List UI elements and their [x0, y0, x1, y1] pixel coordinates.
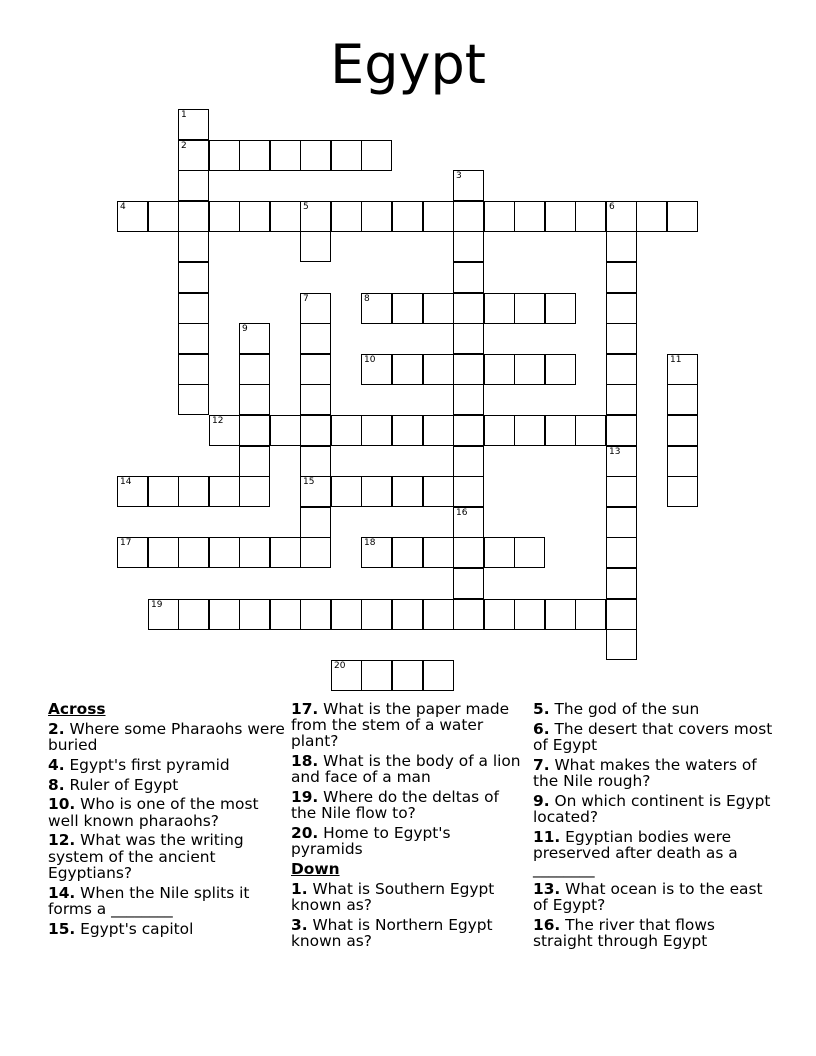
cell-number: 13	[609, 447, 621, 457]
grid-cell[interactable]	[514, 201, 545, 232]
grid-cell[interactable]	[667, 201, 698, 232]
clue-across-14: 14. When the Nile splits it forms a ________	[48, 883, 250, 918]
grid-cell[interactable]	[514, 599, 545, 630]
clue-down-16: 16. The river that flows straight through Egypt	[533, 916, 715, 951]
cell-number: 14	[120, 477, 132, 487]
grid-cell[interactable]	[361, 201, 392, 232]
clue-down-6: 6. The desert that covers most of Egypt	[533, 719, 773, 754]
grid-cell[interactable]	[575, 201, 606, 232]
grid-cell[interactable]	[178, 293, 209, 324]
grid-cell[interactable]	[209, 140, 240, 171]
down-heading: Down	[291, 860, 340, 879]
clue-down-5: 5. The god of the sun	[533, 700, 700, 718]
across-heading: Across	[48, 700, 106, 718]
grid-cell[interactable]	[423, 537, 454, 568]
grid-cell[interactable]	[300, 140, 331, 171]
grid-cell[interactable]	[514, 293, 545, 324]
grid-cell-11[interactable]	[667, 354, 698, 385]
clue-column-2	[291, 701, 521, 953]
cell-number: 2	[181, 141, 187, 151]
clue-across-20: 20. Home to Egypt's pyramids	[291, 824, 451, 859]
grid-cell[interactable]	[392, 354, 423, 385]
grid-cell[interactable]	[239, 599, 270, 630]
grid-cell-1[interactable]	[178, 109, 209, 140]
grid-cell[interactable]	[392, 293, 423, 324]
grid-cell-8[interactable]	[361, 293, 392, 324]
grid-cell[interactable]	[361, 599, 392, 630]
grid-cell[interactable]	[300, 446, 331, 477]
grid-cell[interactable]	[361, 660, 392, 691]
grid-cell[interactable]	[209, 537, 240, 568]
grid-cell[interactable]	[423, 201, 454, 232]
grid-cell-9[interactable]	[239, 323, 270, 354]
grid-cell[interactable]	[606, 476, 637, 507]
grid-cell[interactable]	[392, 415, 423, 446]
grid-cell[interactable]	[148, 201, 179, 232]
cell-number: 20	[334, 661, 346, 671]
grid-cell-13[interactable]	[606, 446, 637, 477]
grid-cell[interactable]	[453, 476, 484, 507]
clue-across-8: 8. Ruler of Egypt	[48, 775, 179, 794]
puzzle-title: Egypt	[330, 33, 486, 96]
grid-cell[interactable]	[606, 231, 637, 262]
grid-cell[interactable]	[331, 140, 362, 171]
grid-cell[interactable]	[667, 415, 698, 446]
grid-cell[interactable]	[361, 476, 392, 507]
grid-cell[interactable]	[423, 476, 454, 507]
clue-across-12: 12. What was the writing system of the ancient Egyptians?	[48, 831, 244, 882]
clue-column-3	[533, 701, 773, 953]
grid-cell[interactable]	[300, 415, 331, 446]
grid-cell[interactable]	[239, 384, 270, 415]
grid-cell[interactable]	[148, 476, 179, 507]
grid-cell[interactable]	[209, 476, 240, 507]
grid-cell[interactable]	[209, 201, 240, 232]
grid-cell[interactable]	[575, 415, 606, 446]
grid-cell[interactable]	[423, 599, 454, 630]
grid-cell[interactable]	[667, 384, 698, 415]
grid-cell[interactable]	[239, 446, 270, 477]
grid-cell[interactable]	[423, 415, 454, 446]
grid-cell[interactable]	[270, 201, 301, 232]
grid-cell[interactable]	[239, 476, 270, 507]
grid-cell[interactable]	[545, 293, 576, 324]
grid-cell-12[interactable]	[209, 415, 240, 446]
grid-cell[interactable]	[148, 537, 179, 568]
cell-number: 1	[181, 110, 187, 120]
grid-cell[interactable]	[239, 354, 270, 385]
grid-cell[interactable]	[361, 415, 392, 446]
cell-number: 11	[670, 355, 682, 365]
grid-cell[interactable]	[606, 384, 637, 415]
cell-number: 17	[120, 538, 132, 548]
grid-cell[interactable]	[667, 476, 698, 507]
cell-number: 4	[120, 202, 126, 212]
grid-cell[interactable]	[545, 201, 576, 232]
clue-down-13: 13. What ocean is to the east of Egypt?	[533, 880, 763, 915]
grid-cell[interactable]	[300, 599, 331, 630]
grid-cell-6[interactable]	[606, 201, 637, 232]
grid-cell[interactable]	[545, 415, 576, 446]
grid-cell[interactable]	[270, 415, 301, 446]
grid-cell[interactable]	[484, 599, 515, 630]
grid-cell[interactable]	[239, 140, 270, 171]
grid-cell-10[interactable]	[361, 354, 392, 385]
grid-cell-20[interactable]	[331, 660, 362, 691]
grid-cell[interactable]	[239, 201, 270, 232]
grid-cell[interactable]	[606, 323, 637, 354]
grid-cell[interactable]	[606, 262, 637, 293]
cell-number: 15	[303, 477, 315, 487]
grid-cell[interactable]	[636, 201, 667, 232]
grid-cell[interactable]	[606, 629, 637, 660]
grid-cell[interactable]	[453, 599, 484, 630]
grid-cell[interactable]	[423, 660, 454, 691]
grid-cell[interactable]	[300, 323, 331, 354]
grid-cell[interactable]	[514, 354, 545, 385]
grid-cell-18[interactable]	[361, 537, 392, 568]
grid-cell[interactable]	[606, 415, 637, 446]
grid-cell[interactable]	[239, 537, 270, 568]
clue-down-3: 3. What is Northern Egypt known as?	[291, 916, 493, 951]
grid-cell[interactable]	[606, 568, 637, 599]
cell-number: 16	[456, 508, 468, 518]
grid-cell[interactable]	[178, 323, 209, 354]
grid-cell[interactable]	[270, 537, 301, 568]
grid-cell[interactable]	[331, 415, 362, 446]
grid-cell-2[interactable]	[178, 140, 209, 171]
grid-cell[interactable]	[300, 231, 331, 262]
clue-across-4: 4. Egypt's first pyramid	[48, 755, 230, 774]
grid-cell[interactable]	[178, 201, 209, 232]
grid-cell[interactable]	[453, 323, 484, 354]
grid-cell[interactable]	[270, 140, 301, 171]
clue-down-11: 11. Egyptian bodies were preserved after death as a ________	[533, 827, 738, 879]
grid-cell[interactable]	[300, 507, 331, 538]
grid-cell[interactable]	[484, 354, 515, 385]
grid-cell[interactable]	[545, 354, 576, 385]
grid-cell-17[interactable]	[117, 537, 148, 568]
grid-cell[interactable]	[392, 537, 423, 568]
grid-cell-19[interactable]	[148, 599, 179, 630]
grid-cell-4[interactable]	[117, 201, 148, 232]
grid-cell[interactable]	[606, 293, 637, 324]
grid-cell[interactable]	[423, 293, 454, 324]
grid-cell[interactable]	[178, 476, 209, 507]
grid-cell[interactable]	[178, 384, 209, 415]
grid-cell[interactable]	[178, 170, 209, 201]
grid-cell[interactable]	[606, 599, 637, 630]
grid-cell[interactable]	[453, 446, 484, 477]
grid-cell[interactable]	[300, 537, 331, 568]
grid-cell[interactable]	[361, 140, 392, 171]
grid-cell[interactable]	[178, 262, 209, 293]
grid-cell[interactable]	[453, 293, 484, 324]
grid-cell[interactable]	[606, 354, 637, 385]
clue-across-15: 15. Egypt's capitol	[48, 919, 194, 938]
clue-across-19: 19. Where do the deltas of the Nile flow to?	[291, 788, 499, 823]
grid-cell[interactable]	[514, 415, 545, 446]
grid-cell[interactable]	[300, 354, 331, 385]
grid-cell[interactable]	[239, 415, 270, 446]
grid-cell[interactable]	[453, 231, 484, 262]
grid-cell[interactable]	[209, 599, 240, 630]
clue-across-18: 18. What is the body of a lion and face of a man	[291, 752, 521, 787]
grid-cell[interactable]	[331, 599, 362, 630]
grid-cell[interactable]	[270, 599, 301, 630]
grid-cell[interactable]	[453, 384, 484, 415]
cell-number: 18	[364, 538, 376, 548]
grid-cell[interactable]	[514, 537, 545, 568]
grid-cell[interactable]	[178, 537, 209, 568]
grid-cell-5[interactable]	[300, 201, 331, 232]
grid-cell[interactable]	[484, 293, 515, 324]
clue-down-7: 7. What makes the waters of the Nile rough?	[533, 755, 757, 790]
grid-cell[interactable]	[178, 354, 209, 385]
clue-across-10: 10. Who is one of the most well known pharaohs?	[48, 795, 259, 830]
grid-cell[interactable]	[453, 568, 484, 599]
grid-cell[interactable]	[423, 354, 454, 385]
grid-cell-16[interactable]	[453, 507, 484, 538]
grid-cell[interactable]	[178, 599, 209, 630]
grid-cell[interactable]	[453, 415, 484, 446]
clue-column-1	[48, 701, 286, 940]
grid-cell[interactable]	[606, 507, 637, 538]
cell-number: 19	[151, 600, 163, 610]
grid-cell-3[interactable]	[453, 170, 484, 201]
grid-cell[interactable]	[484, 415, 515, 446]
grid-cell[interactable]	[606, 537, 637, 568]
cell-number: 7	[303, 294, 309, 304]
grid-cell[interactable]	[575, 599, 606, 630]
grid-cell[interactable]	[484, 537, 515, 568]
clue-across-17: 17. What is the paper made from the stem of a water plant?	[291, 700, 510, 751]
grid-cell-15[interactable]	[300, 476, 331, 507]
cell-number: 3	[456, 171, 462, 181]
clue-across-2: 2. Where some Pharaohs were buried	[48, 719, 285, 754]
cell-number: 10	[364, 355, 376, 365]
grid-cell[interactable]	[453, 354, 484, 385]
grid-cell[interactable]	[484, 201, 515, 232]
grid-cell[interactable]	[453, 201, 484, 232]
grid-cell[interactable]	[178, 231, 209, 262]
clue-down-1: 1. What is Southern Egypt known as?	[291, 880, 495, 915]
grid-cell[interactable]	[392, 599, 423, 630]
grid-cell[interactable]	[453, 537, 484, 568]
cell-number: 8	[364, 294, 370, 304]
cell-number: 12	[212, 416, 224, 426]
grid-cell[interactable]	[392, 476, 423, 507]
grid-cell[interactable]	[331, 201, 362, 232]
grid-cell[interactable]	[300, 384, 331, 415]
clue-down-9: 9. On which continent is Egypt located?	[533, 791, 771, 826]
grid-cell-7[interactable]	[300, 293, 331, 324]
grid-cell[interactable]	[667, 446, 698, 477]
cell-number: 5	[303, 202, 309, 212]
grid-cell-14[interactable]	[117, 476, 148, 507]
grid-cell[interactable]	[453, 262, 484, 293]
cell-number: 9	[242, 324, 248, 334]
cell-number: 6	[609, 202, 615, 212]
grid-cell[interactable]	[331, 476, 362, 507]
grid-cell[interactable]	[545, 599, 576, 630]
grid-cell[interactable]	[392, 660, 423, 691]
grid-cell[interactable]	[392, 201, 423, 232]
